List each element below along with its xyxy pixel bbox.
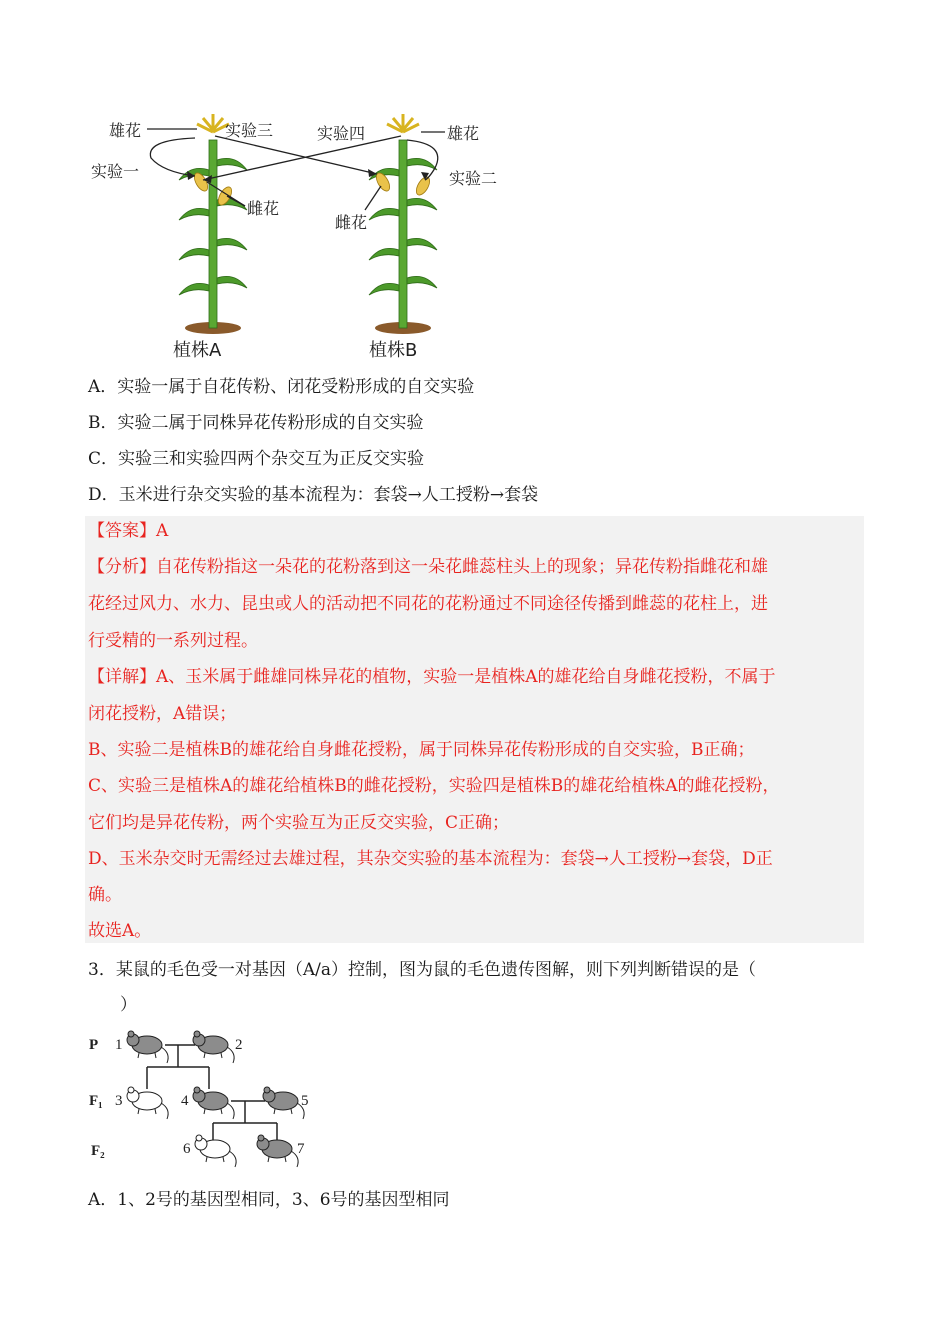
mouse-1 <box>127 1031 168 1063</box>
detail-line-4: C、实验三是植株A的雄花给植株B的雌花授粉，实验四是植株B的雄花给植株A的雌花授粉， <box>88 776 780 796</box>
mouse-pedigree-figure <box>85 1025 325 1175</box>
gen-p: P <box>89 1037 99 1053</box>
label-plant-a: 植株A <box>173 340 222 361</box>
q2-option-c: C．实验三和实验四两个杂交互为正反交实验 <box>88 449 425 469</box>
mouse-number-5: 5 <box>301 1093 309 1109</box>
q3-stem-line-1: 3．某鼠的毛色受一对基因（A/a）控制，图为鼠的毛色遗传图解，则下列判断错误的是（ <box>88 960 756 980</box>
detail-line-6: D、玉米杂交时无需经过去雄过程，其杂交实验的基本流程为：套袋→人工授粉→套袋，D正 <box>88 849 773 869</box>
answer-box <box>85 516 864 943</box>
q2-option-d: D．玉米进行杂交实验的基本流程为：套袋→人工授粉→套袋 <box>88 485 539 505</box>
mouse-6 <box>195 1135 236 1167</box>
label-exp3: 实验三 <box>225 121 274 140</box>
mouse-number-4: 4 <box>181 1093 189 1109</box>
label-exp1: 实验一 <box>91 162 140 181</box>
corn-pollination-figure <box>85 110 525 365</box>
label-exp4: 实验四 <box>317 124 366 143</box>
final-choice: 故选A。 <box>88 921 152 941</box>
mouse-number-1: 1 <box>115 1037 123 1053</box>
detail-line-3: B、实验二是植株B的雄花给自身雌花授粉，属于同株异花传粉形成的自交实验，B正确； <box>88 740 755 760</box>
detail-line-1: 【详解】A、玉米属于雌雄同株异花的植物，实验一是植株A的雄花给自身雌花授粉，不属于 <box>88 667 776 687</box>
mouse-number-7: 7 <box>297 1141 305 1157</box>
detail-line-5: 它们均是异花传粉，两个实验互为正反交实验，C正确； <box>88 813 510 833</box>
mouse-2 <box>193 1031 234 1063</box>
mouse-3 <box>127 1087 168 1119</box>
label-female-right: 雌花 <box>335 213 368 232</box>
answer-line: 【答案】A <box>88 521 169 541</box>
plant-b-illustration <box>369 114 437 334</box>
label-male-left: 雄花 <box>109 121 142 140</box>
mouse-7 <box>257 1135 298 1167</box>
q3-stem-line-2: ） <box>120 995 137 1015</box>
label-female-left: 雌花 <box>247 199 280 218</box>
mouse-number-2: 2 <box>235 1037 243 1053</box>
mouse-number-6: 6 <box>183 1141 191 1157</box>
q2-option-a: A．实验一属于自花传粉、闭花受粉形成的自交实验 <box>88 377 475 397</box>
label-male-right: 雄花 <box>447 124 480 143</box>
gen-f1: F₁ <box>89 1093 103 1109</box>
plant-a-illustration <box>179 114 247 334</box>
gen-f2: F₂ <box>91 1143 105 1159</box>
detail-line-2: 闭花授粉，A错误； <box>88 704 237 724</box>
q2-option-b: B．实验二属于同株异花传粉形成的自交实验 <box>88 413 424 433</box>
q3-option-a: A．1、2号的基因型相同，3、6号的基因型相同 <box>88 1190 450 1210</box>
analysis-line-3: 行受精的一系列过程。 <box>88 631 258 651</box>
analysis-line-1: 【分析】自花传粉指这一朵花的花粉落到这一朵花雌蕊柱头上的现象；异花传粉指雌花和雄 <box>88 557 768 577</box>
mouse-5 <box>263 1087 304 1119</box>
label-exp2: 实验二 <box>449 169 498 188</box>
analysis-line-2: 花经过风力、水力、昆虫或人的活动把不同花的花粉通过不同途径传播到雌蕊的花柱上，进 <box>88 594 768 614</box>
label-plant-b: 植株B <box>369 340 418 361</box>
mouse-number-3: 3 <box>115 1093 123 1109</box>
detail-line-7: 确。 <box>88 885 122 905</box>
mouse-4 <box>193 1087 234 1119</box>
